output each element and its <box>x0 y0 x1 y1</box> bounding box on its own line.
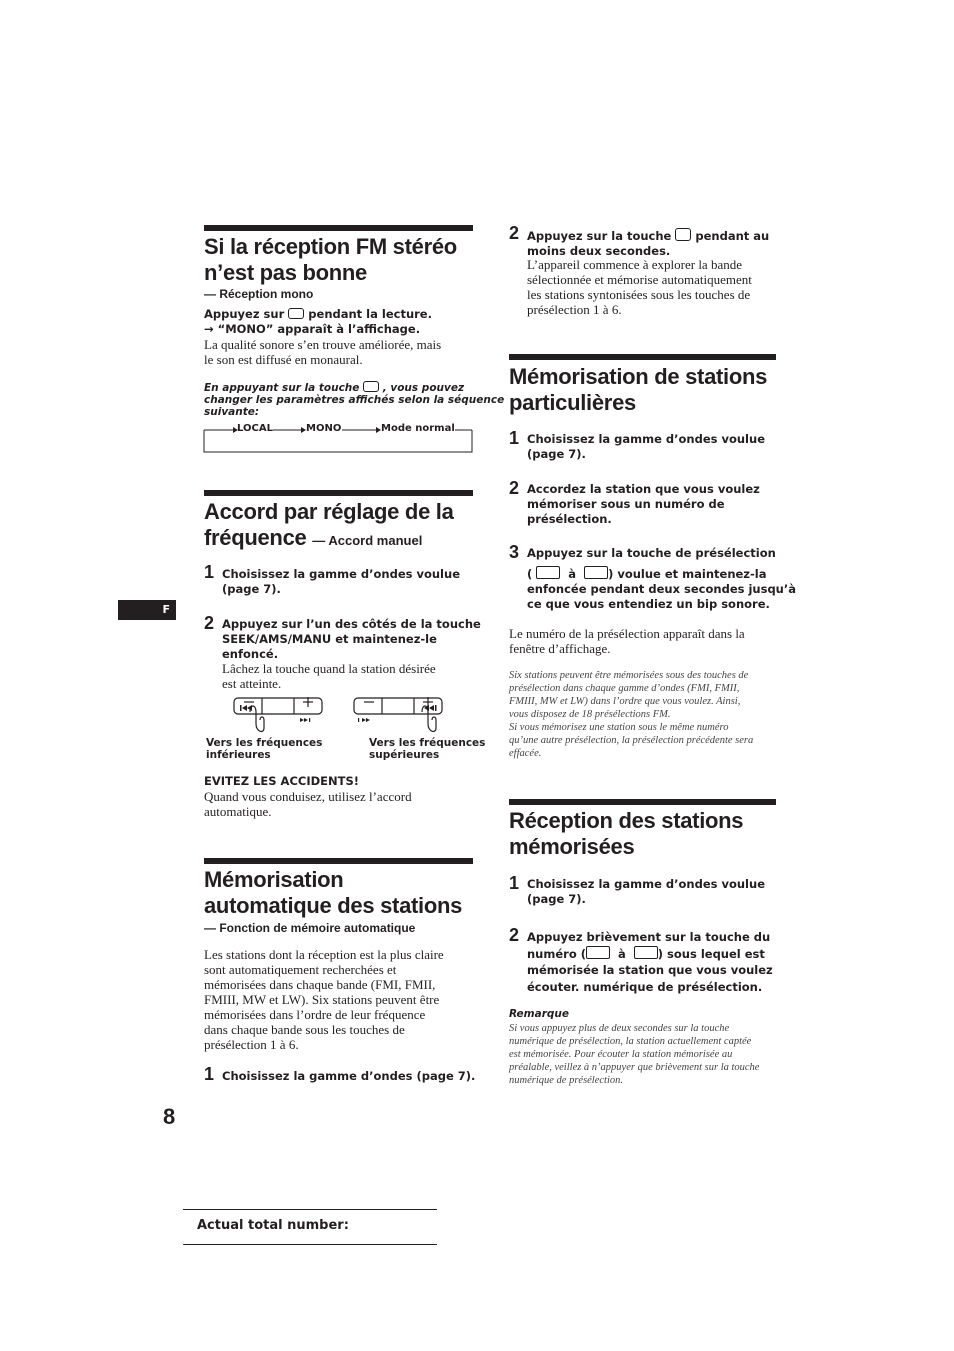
section-title-fm: Si la réception FM stéréo n’est pas bonne <box>204 234 457 285</box>
particular-step-3: Appuyez sur la touche de présélection ( à ) voulue et maintenez-la enfoncée pendant deux secondes jusqu’à ce que vous entendiez un bip sonore. <box>527 546 796 611</box>
preset-key-icon <box>586 946 610 959</box>
sequence-normal: Mode normal <box>381 423 455 434</box>
fm-note-line: suivante: <box>204 406 260 418</box>
fm-note-line: changer les paramètres affichés selon la séquence <box>204 394 505 406</box>
seek-up-illustration <box>350 694 445 738</box>
auto-body: Les stations dont la réception est la plus claire sont automatiquement recherchées et mémorisées dans chaque bande (FMI, FMII, FMIII, MW et LW). Six stations peuvent être mémorisées dans l’ordre de leur fréquence dans chaque bande sous les touches de présélection 1 à 6. <box>204 947 444 1052</box>
fm-body-line: le son est diffusé en monaural. <box>204 352 363 367</box>
fm-note-line: En appuyant sur la touche , vous pouvez <box>204 382 465 394</box>
auto-step-2-body: L’appareil commence à explorer la bande sélectionnée et mémorise automatiquement les stations syntonisées sous les touches de présélection 1 à 6. <box>527 257 752 317</box>
fm-body-line: La qualité sonore s’en trouve améliorée, mais <box>204 337 442 352</box>
section-title-manual: Accord par réglage de la fréquence — Accord manuel <box>204 499 454 550</box>
footer-bottom-rule <box>183 1244 437 1245</box>
sequence-mono: MONO <box>306 423 342 434</box>
fm-result: → “MONO” apparaît à l’affichage. <box>204 322 421 336</box>
section-rule <box>204 225 473 231</box>
mono-key-icon <box>288 308 304 319</box>
section-rule <box>509 354 776 360</box>
sequence-local: LOCAL <box>237 423 273 434</box>
page-number: 8 <box>163 1104 176 1129</box>
manual-step-1: Choisissez la gamme d’ondes voulue (page 7). <box>222 567 460 596</box>
particular-step-2: Accordez la station que vous voulez mémoriser sous un numéro de présélection. <box>527 482 760 526</box>
preset-key-icon <box>536 566 560 579</box>
section-title-recall: Réception des stations mémorisées <box>509 808 744 859</box>
auto-step-2: Appuyez sur la touche pendant au moins deux secondes. <box>527 229 770 258</box>
mono-key-icon <box>363 381 379 392</box>
bts-key-icon <box>675 228 691 241</box>
step-number: 2 <box>509 925 520 945</box>
particular-note: Six stations peuvent être mémorisées sous des touches de présélection dans chaque gamme d’ondes (FMI, FMII, FMIII, MW et LW) dans l’ordre que vous voulez. Ainsi, vous disposez de 18 présélections FM. Si vous mémorisez une station sous le même numéro qu’une autre présélection, la présélection précédente sera effacée. <box>509 670 754 759</box>
preset-key-icon <box>634 946 658 959</box>
section-title-particular: Mémorisation de stations particulières <box>509 364 768 415</box>
step-number: 3 <box>509 542 520 562</box>
section-title-auto: Mémorisation automatique des stations <box>204 867 463 918</box>
step-number: 2 <box>204 613 215 633</box>
manual-step-2: Appuyez sur l’un des côtés de la touche SEEK/AMS/MANU et maintenez-le enfoncé. <box>222 617 481 661</box>
fm-instruction: Appuyez sur pendant la lecture. <box>204 307 432 321</box>
manual-step-2-body: Lâchez la touche quand la station désirée est atteinte. <box>222 661 436 691</box>
step-number: 1 <box>509 873 520 893</box>
language-tab: F <box>118 600 176 620</box>
seek-up-caption: Vers les fréquences supérieures <box>369 737 486 761</box>
warning-title: EVITEZ LES ACCIDENTS! <box>204 774 360 788</box>
section-subtitle-fm: — Réception mono <box>204 287 314 301</box>
auto-step-1: Choisissez la gamme d’ondes (page 7). <box>222 1069 476 1083</box>
remark-body: Si vous appuyez plus de deux secondes sur la touche numérique de présélection, la station actuellement captée est mémorisée. Pour écouter la station mémorisée au préalable, veillez à n’appuyer que brièvement sur la touche numérique de présélection. <box>509 1023 760 1086</box>
preset-key-icon <box>584 566 608 579</box>
warning-body: Quand vous conduisez, utilisez l’accord automatique. <box>204 789 412 819</box>
seek-down-caption: Vers les fréquences inférieures <box>206 737 323 761</box>
step-number: 1 <box>204 562 215 582</box>
step-number: 1 <box>509 428 520 448</box>
step-number: 2 <box>509 223 520 243</box>
step-number: 1 <box>204 1064 215 1084</box>
section-rule <box>509 799 776 805</box>
particular-step-1: Choisissez la gamme d’ondes voulue (page 7). <box>527 432 765 461</box>
step-number: 2 <box>509 478 520 498</box>
seek-down-illustration <box>230 694 325 738</box>
section-rule <box>204 858 473 864</box>
recall-step-1: Choisissez la gamme d’ondes voulue (page 7). <box>527 877 765 906</box>
particular-body: Le numéro de la présélection apparaît dans la fenêtre d’affichage. <box>509 626 745 656</box>
section-rule <box>204 490 473 496</box>
footer-top-rule <box>183 1209 437 1210</box>
remark-title: Remarque <box>509 1008 570 1020</box>
recall-step-2: Appuyez brièvement sur la touche du numéro ( à ) sous lequel est mémorisée la station que vous voulez écouter. numérique de présélection. <box>527 930 773 994</box>
footer-label: Actual total number: <box>197 1218 349 1233</box>
section-subtitle-auto: — Fonction de mémoire automatique <box>204 921 416 935</box>
